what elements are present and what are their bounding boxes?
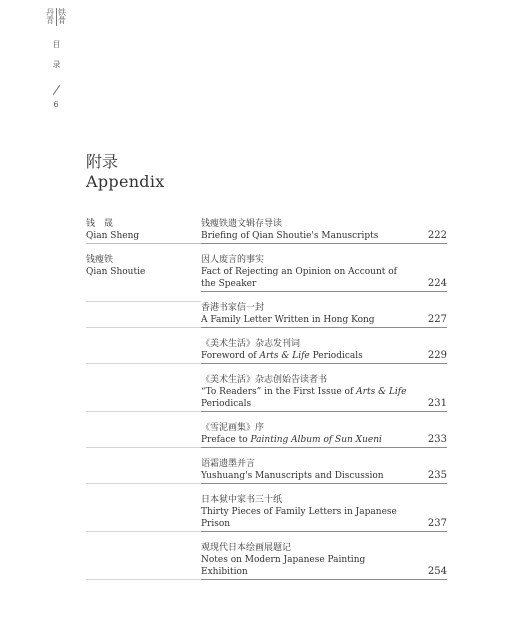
- title-en: Thirty Pieces of Family Letters in Japanese Prison: [201, 507, 397, 529]
- author-en: Qian Shoutie: [86, 267, 146, 277]
- title-en: Notes on Modern Japanese Painting Exhibition: [201, 555, 366, 577]
- title-en: [201, 350, 447, 362]
- title-zh: 观现代日本绘画展题记: [201, 543, 292, 553]
- title-en-post: Periodicals: [309, 351, 363, 361]
- author-zh: 钱 晟: [86, 219, 114, 229]
- author-placeholder: [86, 494, 201, 532]
- page-number: 6: [53, 100, 59, 109]
- title-en: [201, 386, 447, 410]
- title-en-italic: Arts & Life: [356, 387, 407, 397]
- title-en: Yushuang's Manuscripts and Discussion: [201, 471, 384, 481]
- toc-list: [86, 218, 447, 580]
- heading-en: Appendix: [86, 172, 165, 191]
- section-label: 目录: [52, 40, 61, 80]
- title-en-post: Periodicals: [201, 399, 252, 409]
- author-placeholder: [86, 374, 201, 412]
- title-divider: [56, 8, 57, 26]
- title-en: [201, 434, 447, 446]
- slash-divider: [52, 85, 60, 95]
- work-title: [201, 458, 447, 484]
- title-zh: 香港书家信一封: [201, 303, 265, 313]
- page-number: 227: [427, 314, 447, 325]
- title-en: Briefing of Qian Shoutie's Manuscripts: [201, 231, 379, 241]
- toc-entry[interactable]: [86, 422, 447, 448]
- book-title-col2: 丹青: [45, 8, 55, 24]
- book-title-col1: 铁骨: [57, 8, 67, 24]
- toc-entry[interactable]: [86, 458, 447, 484]
- toc-entry[interactable]: [86, 218, 447, 244]
- toc-entry[interactable]: [86, 254, 447, 292]
- title-zh: 《美术生活》杂志创始告读者书: [201, 375, 328, 385]
- title-en-pre: Foreword of: [201, 351, 260, 361]
- author: [86, 218, 201, 244]
- appendix-heading: [86, 152, 165, 192]
- author-placeholder: [86, 458, 201, 484]
- page-number: 224: [427, 278, 447, 289]
- toc-entry[interactable]: [86, 302, 447, 328]
- work-title: [201, 338, 447, 364]
- page-number: 237: [427, 518, 447, 529]
- author-en: Qian Sheng: [86, 231, 140, 241]
- title-zh: 《美术生活》杂志发刊词: [201, 339, 301, 349]
- work-title: [201, 542, 447, 580]
- page-number: 229: [427, 350, 447, 361]
- book-title: [41, 8, 71, 26]
- title-en-pre: Preface to: [201, 435, 251, 445]
- page-number: 231: [427, 398, 447, 409]
- toc-entry[interactable]: [86, 374, 447, 412]
- page-number: 254: [427, 566, 447, 577]
- title-en-pre: “To Readers” in the First Issue of: [201, 387, 357, 397]
- page-number: 235: [427, 470, 447, 481]
- toc-entry[interactable]: [86, 542, 447, 580]
- page-number: 222: [427, 230, 447, 241]
- title-zh: 语霜遗墨并言: [201, 459, 256, 469]
- toc-entry[interactable]: [86, 494, 447, 532]
- author: [86, 254, 201, 292]
- author-placeholder: [86, 422, 201, 448]
- work-title: [201, 254, 447, 292]
- title-zh: 钱瘦铁遗文辑存导读: [201, 219, 283, 229]
- title-zh: 因人废言的事实: [201, 255, 265, 265]
- author-placeholder: [86, 338, 201, 364]
- author-zh: 钱瘦铁: [86, 255, 114, 265]
- title-en-italic: Painting Album of Sun Xueni: [250, 435, 382, 445]
- work-title: [201, 422, 447, 448]
- title-en: Fact of Rejecting an Opinion on Account of the Speaker: [201, 267, 397, 289]
- page-number: 233: [427, 434, 447, 445]
- running-header: [41, 8, 71, 109]
- title-en-italic: Arts & Life: [259, 351, 310, 361]
- author-placeholder: [86, 542, 201, 580]
- work-title: [201, 494, 447, 532]
- title-zh: 日本狱中家书三十纸: [201, 495, 283, 505]
- toc-entry[interactable]: [86, 338, 447, 364]
- title-zh: 《雪泥画集》序: [201, 423, 265, 433]
- author-placeholder: [86, 302, 201, 328]
- work-title: [201, 302, 447, 328]
- title-en: A Family Letter Written in Hong Kong: [201, 315, 375, 325]
- work-title: [201, 374, 447, 412]
- work-title: [201, 218, 447, 244]
- heading-zh: 附录: [86, 152, 119, 171]
